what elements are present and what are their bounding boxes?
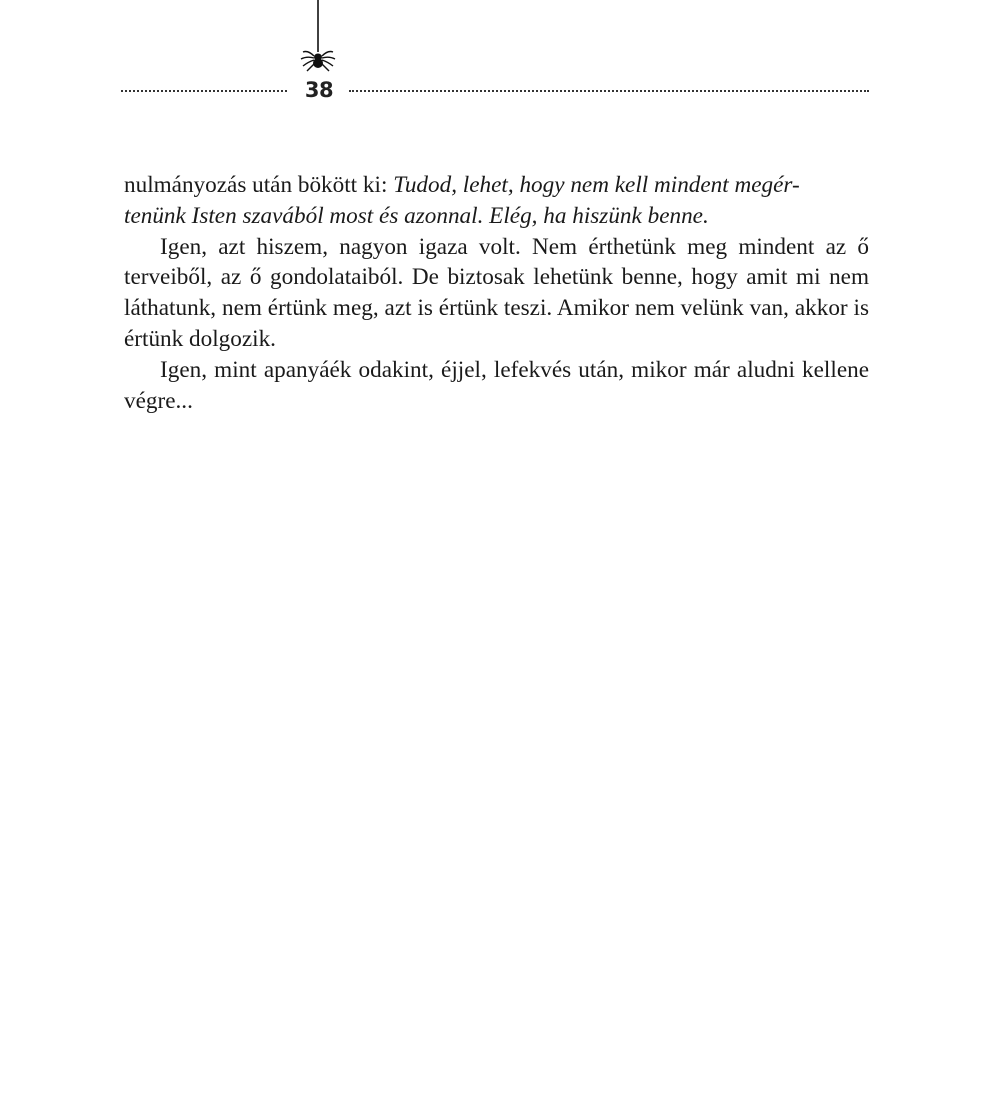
paragraph-1-plain: nulmányozás után bökött ki: [124, 172, 394, 198]
paragraph-1-italic-line-1: Tudod, lehet, hogy nem kell mindent megér- [393, 172, 800, 198]
spider-icon [298, 0, 338, 72]
paragraph-2: Igen, azt hiszem, nagyon igaza volt. Nem érthetünk meg mindent az ő terveiből, az ő gondolataiból. De biztosak lehetünk benne, hogy amit mi nem láthatunk, nem értünk meg, azt is értünk teszi. Amikor nem velünk van, akkor is értünk dolgozik. [124, 233, 869, 352]
paragraph-1-italic-line-2: tenünk Isten szavából most és azonnal. Elég, ha hiszünk benne. [124, 202, 709, 229]
dotted-rule-left [121, 90, 287, 92]
paragraph-1 [124, 170, 869, 232]
page-number: 38 [304, 78, 334, 102]
dotted-rule-right [349, 90, 869, 92]
paragraph-3: Igen, mint apanyáék odakint, éjjel, lefekvés után, mikor már aludni kellene végre... [124, 356, 869, 414]
body-text [124, 170, 869, 416]
page-header [0, 0, 993, 110]
